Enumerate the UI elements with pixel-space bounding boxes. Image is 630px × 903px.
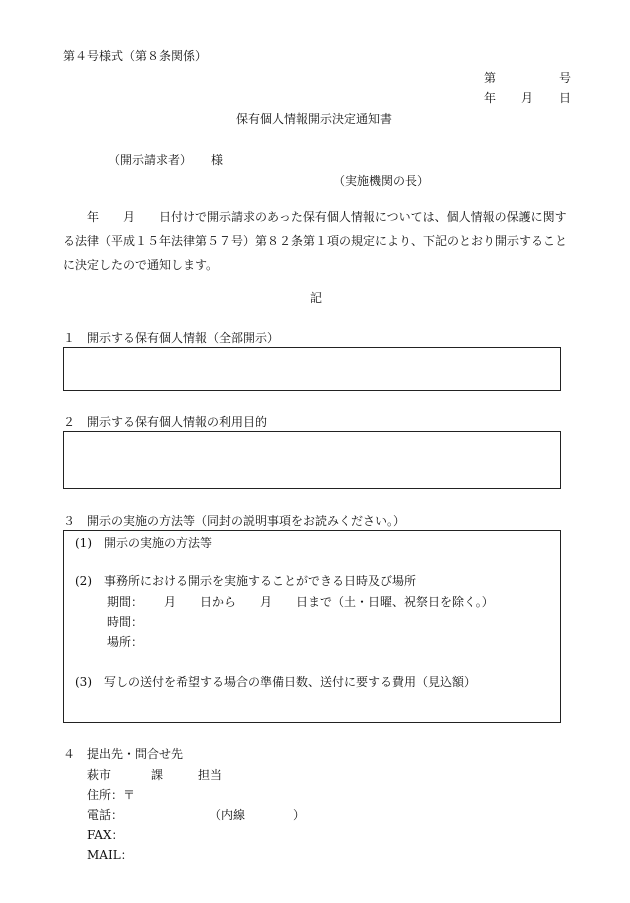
notice-body-text: 年 月 日付けで開示請求のあった保有個人情報については、個人情報の保護に関する法律（平成１５年法律第５７号）第８２条第１項の規定により、下記のとおり開示することに決定したので通知します。 [63, 210, 568, 272]
contact-section: 課 [151, 768, 164, 782]
doc-number-prefix: 第 [484, 71, 497, 85]
addressee-label: （開示請求者） [108, 153, 193, 167]
place-label: 場所： [107, 635, 144, 649]
date-year: 年 [484, 91, 497, 105]
date-month: 月 [521, 91, 534, 105]
section3-item3: (3) 写しの送付を希望する場合の準備日数、送付に要する費用（見込額） [75, 675, 477, 689]
section2-box [63, 431, 561, 489]
section4-heading: ４ 提出先・問合せ先 [63, 747, 184, 761]
period-value: 月 日から 月 日まで（土・日曜、祝祭日を除く。） [164, 595, 494, 609]
doc-number-suffix: 号 [559, 71, 572, 85]
contact-person: 担当 [198, 768, 223, 782]
contact-address: 住所：〒 [87, 788, 136, 802]
addressee-honorific: 様 [211, 153, 224, 167]
section3-heading: ３ 開示の実施の方法等（同封の説明事項をお読みください。） [63, 514, 406, 528]
sender-label: （実施機関の長） [333, 174, 430, 188]
contact-mail: MAIL： [87, 848, 133, 862]
contact-fax: FAX： [87, 828, 124, 842]
section2-heading: ２ 開示する保有個人情報の利用目的 [63, 415, 268, 429]
ki-heading: 記 [310, 291, 323, 305]
page-title: 保有個人情報開示決定通知書 [236, 112, 393, 126]
form-number: 第４号様式（第８条関係） [63, 49, 208, 63]
contact-city: 萩市 [87, 768, 112, 782]
notice-body [63, 205, 573, 277]
contact-phone: 電話： [87, 808, 124, 822]
section1-heading: １ 開示する保有個人情報（全部開示） [63, 331, 280, 345]
section3-item1: (1) 開示の実施の方法等 [75, 536, 212, 550]
time-label: 時間： [107, 615, 144, 629]
section3-item2: (2) 事務所における開示を実施することができる日時及び場所 [75, 574, 417, 588]
contact-extension: （内線 ） [209, 808, 306, 822]
date-day: 日 [559, 91, 572, 105]
section1-box [63, 347, 561, 391]
period-label: 期間： [107, 595, 144, 609]
